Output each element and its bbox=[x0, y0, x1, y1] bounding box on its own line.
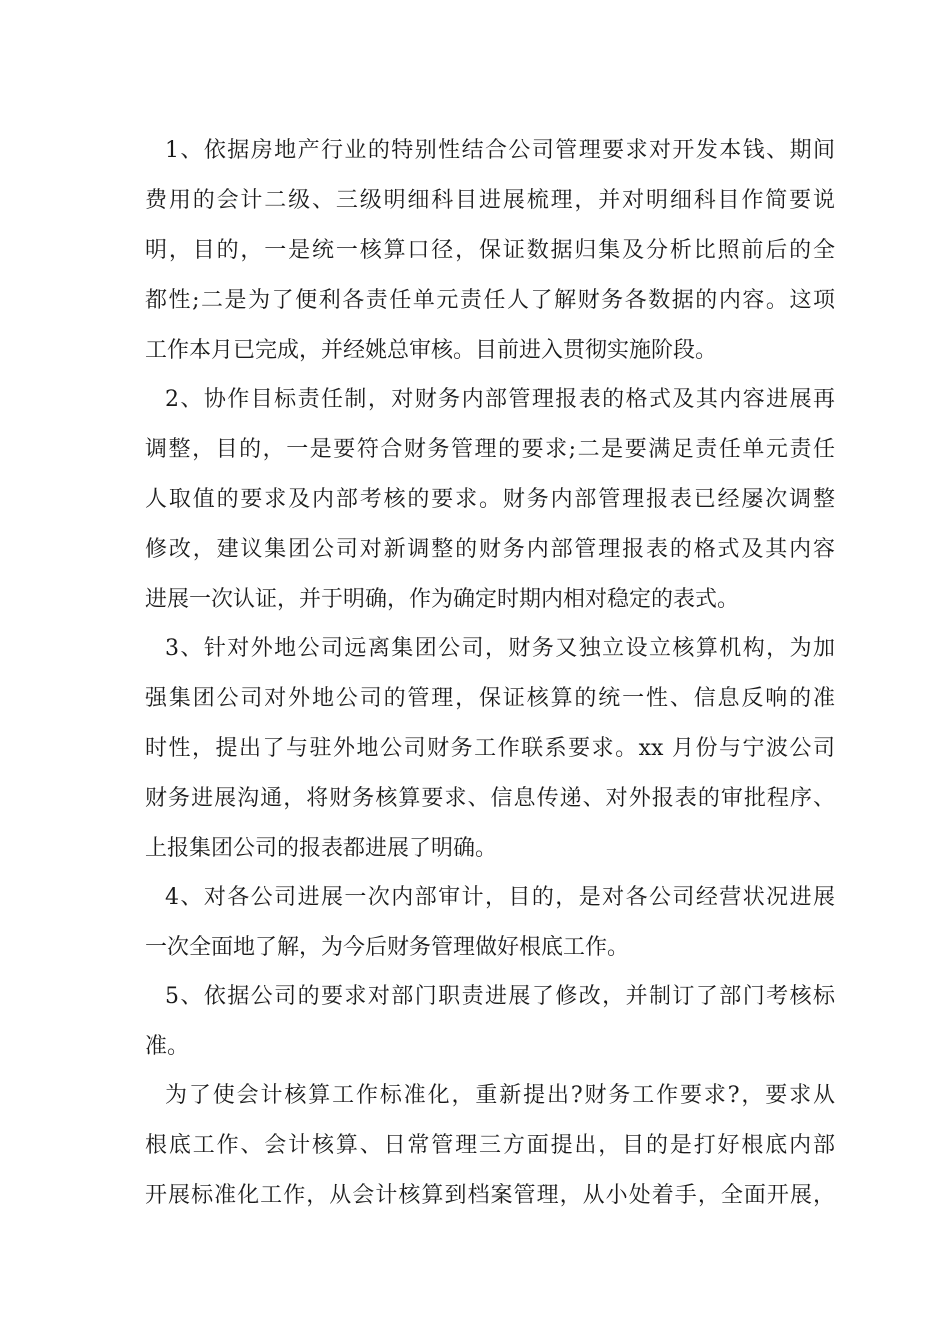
paragraph-5-line-1: 5、依据公司的要求对部门职责进展了修改，并制订了部门考核标 bbox=[165, 984, 835, 1009]
paragraph-2-line-1: 2、协作目标责任制，对财务内部管理报表的格式及其内容进展再 bbox=[165, 387, 835, 412]
paragraph-1-line-3: 明，目的，一是统一核算口径，保证数据归集及分析比照前后的全 bbox=[145, 238, 835, 263]
paragraph-3-line-4: 财务进展沟通，将财务核算要求、信息传递、对外报表的审批程序、 bbox=[145, 786, 835, 811]
paragraph-3-line-3: 时性，提出了与驻外地公司财务工作联系要求。xx 月份与宁波公司 bbox=[145, 736, 835, 761]
paragraph-3-line-2: 强集团公司对外地公司的管理，保证核算的统一性、信息反响的准 bbox=[145, 686, 835, 711]
paragraph-5-line-2: 准。 bbox=[145, 1034, 190, 1059]
paragraph-1-line-5: 工作本月已完成，并经姚总审核。目前进入贯彻实施阶段。 bbox=[145, 338, 718, 363]
paragraph-1-line-4: 都性;二是为了便利各责任单元责任人了解财务各数据的内容。这项 bbox=[145, 288, 835, 313]
paragraph-4-line-2: 一次全面地了解，为今后财务管理做好根底工作。 bbox=[145, 935, 630, 960]
paragraph-6-line-2: 根底工作、会计核算、日常管理三方面提出，目的是打好根底内部 bbox=[145, 1133, 835, 1158]
paragraph-6-line-3: 开展标准化工作，从会计核算到档案管理，从小处着手，全面开展， bbox=[145, 1183, 835, 1208]
paragraph-6-line-1: 为了使会计核算工作标准化，重新提出?财务工作要求?，要求从 bbox=[165, 1083, 835, 1108]
paragraph-2-line-4: 修改，建议集团公司对新调整的财务内部管理报表的格式及其内容 bbox=[145, 537, 835, 562]
paragraph-1-line-1: 1、依据房地产行业的特别性结合公司管理要求对开发本钱、期间 bbox=[165, 138, 835, 163]
paragraph-1-line-2: 费用的会计二级、三级明细科目进展梳理，并对明细科目作简要说 bbox=[145, 188, 835, 213]
paragraph-3-line-1: 3、针对外地公司远离集团公司，财务又独立设立核算机构，为加 bbox=[165, 636, 835, 661]
paragraph-2-line-5: 进展一次认证，并于明确，作为确定时期内相对稳定的表式。 bbox=[145, 587, 740, 612]
paragraph-2-line-2: 调整，目的，一是要符合财务管理的要求;二是要满足责任单元责任 bbox=[145, 437, 835, 462]
paragraph-2-line-3: 人取值的要求及内部考核的要求。财务内部管理报表已经屡次调整 bbox=[145, 487, 835, 512]
paragraph-4-line-1: 4、对各公司进展一次内部审计，目的，是对各公司经营状况进展 bbox=[165, 885, 835, 910]
paragraph-3-line-5: 上报集团公司的报表都进展了明确。 bbox=[145, 836, 498, 861]
